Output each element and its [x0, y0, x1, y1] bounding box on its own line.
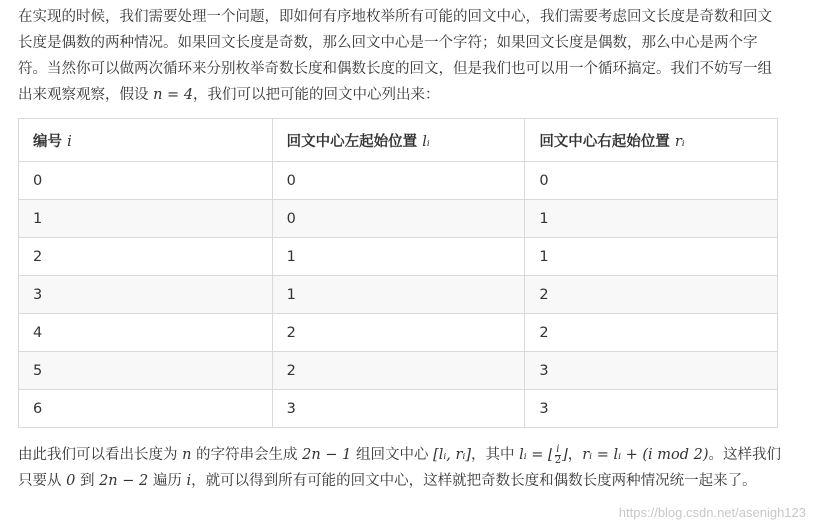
- cell-right: 2: [525, 314, 778, 352]
- math-n-equals-4: n = 4: [153, 87, 194, 103]
- math-n: n: [182, 447, 192, 463]
- cell-left: 0: [272, 162, 525, 200]
- cell-left: 3: [272, 390, 525, 428]
- watermark: https://blog.csdn.net/asenigh123: [618, 505, 806, 520]
- cell-index: 0: [19, 162, 273, 200]
- header-left-start: [272, 119, 525, 162]
- cell-right: 1: [525, 200, 778, 238]
- header-left-label: 回文中心左起始位置: [286, 133, 418, 150]
- conclusion-text: 。这样我们只要从: [18, 447, 782, 489]
- math-l-formula-right: ⌋: [562, 447, 568, 463]
- cell-index: 5: [19, 352, 273, 390]
- fraction-denominator: 2: [554, 454, 562, 466]
- table-row: [19, 200, 778, 238]
- header-index-label: 编号: [33, 133, 62, 150]
- math-range-end: 2n − 2: [99, 473, 149, 489]
- math-i: i: [186, 473, 192, 489]
- table-row: [19, 276, 778, 314]
- header-left-var: lᵢ: [422, 133, 430, 150]
- table-row: [19, 314, 778, 352]
- table-row: [19, 352, 778, 390]
- conclusion-text: 组回文中心: [351, 447, 434, 463]
- conclusion-paragraph: [18, 442, 786, 494]
- cell-index: 2: [19, 238, 273, 276]
- cell-index: 6: [19, 390, 273, 428]
- conclusion-text: 由此我们可以看出长度为: [18, 447, 183, 463]
- cell-right: 3: [525, 352, 778, 390]
- intro-text-a: 在实现的时候，我们需要处理一个问题，即如何有序地枚举所有可能的回文中心，我们需要考虑回文长度是奇数和回文长度是偶数的两种情况。如果回文长度是奇数，那么回文中心是一个字符；如果回文长度是偶数，那么中心是两个字符。当然你可以做两次循环来分别枚举奇数长度和偶数长度的回文，但是我们也可以用一个循环搞定。我们不妨写一组出来观察观察，假设: [18, 9, 772, 103]
- header-right-var: rᵢ: [674, 133, 685, 150]
- cell-index: 4: [19, 314, 273, 352]
- conclusion-text: ，其中: [471, 447, 520, 463]
- cell-right: 0: [525, 162, 778, 200]
- cell-left: 1: [272, 276, 525, 314]
- fraction-numerator: i: [556, 443, 560, 455]
- cell-right: 1: [525, 238, 778, 276]
- math-center-count: 2n − 1: [302, 447, 352, 463]
- table-row: [19, 390, 778, 428]
- header-right-label: 回文中心右起始位置: [539, 133, 670, 150]
- conclusion-text: ，: [567, 447, 583, 463]
- cell-left: 0: [272, 200, 525, 238]
- conclusion-text: 到: [75, 473, 100, 489]
- table-header-row: [19, 119, 778, 162]
- cell-index: 3: [19, 276, 273, 314]
- conclusion-text: ，就可以得到所有可能的回文中心，这样就把奇数长度和偶数长度两种情况统一起来了。: [191, 473, 757, 489]
- math-r-formula: rᵢ = lᵢ + (i mod 2): [582, 447, 709, 463]
- header-right-start: [525, 119, 778, 162]
- palindrome-center-table: [18, 118, 778, 428]
- conclusion-text: 的字符串会生成: [191, 447, 303, 463]
- cell-left: 1: [272, 238, 525, 276]
- header-index: [19, 119, 273, 162]
- math-center-pair: [lᵢ, rᵢ]: [433, 447, 471, 463]
- cell-left: 2: [272, 352, 525, 390]
- cell-index: 1: [19, 200, 273, 238]
- math-fraction: [555, 445, 561, 466]
- cell-right: 3: [525, 390, 778, 428]
- conclusion-text: 遍历: [148, 473, 187, 489]
- math-l-formula-left: lᵢ = ⌊: [519, 447, 554, 463]
- intro-paragraph: [18, 4, 786, 108]
- table-row: [19, 238, 778, 276]
- math-zero: 0: [66, 473, 76, 489]
- cell-right: 2: [525, 276, 778, 314]
- table-row: [19, 162, 778, 200]
- intro-text-b: ，我们可以把可能的回文中心列出来：: [193, 87, 440, 103]
- cell-left: 2: [272, 314, 525, 352]
- header-index-var: i: [67, 133, 72, 150]
